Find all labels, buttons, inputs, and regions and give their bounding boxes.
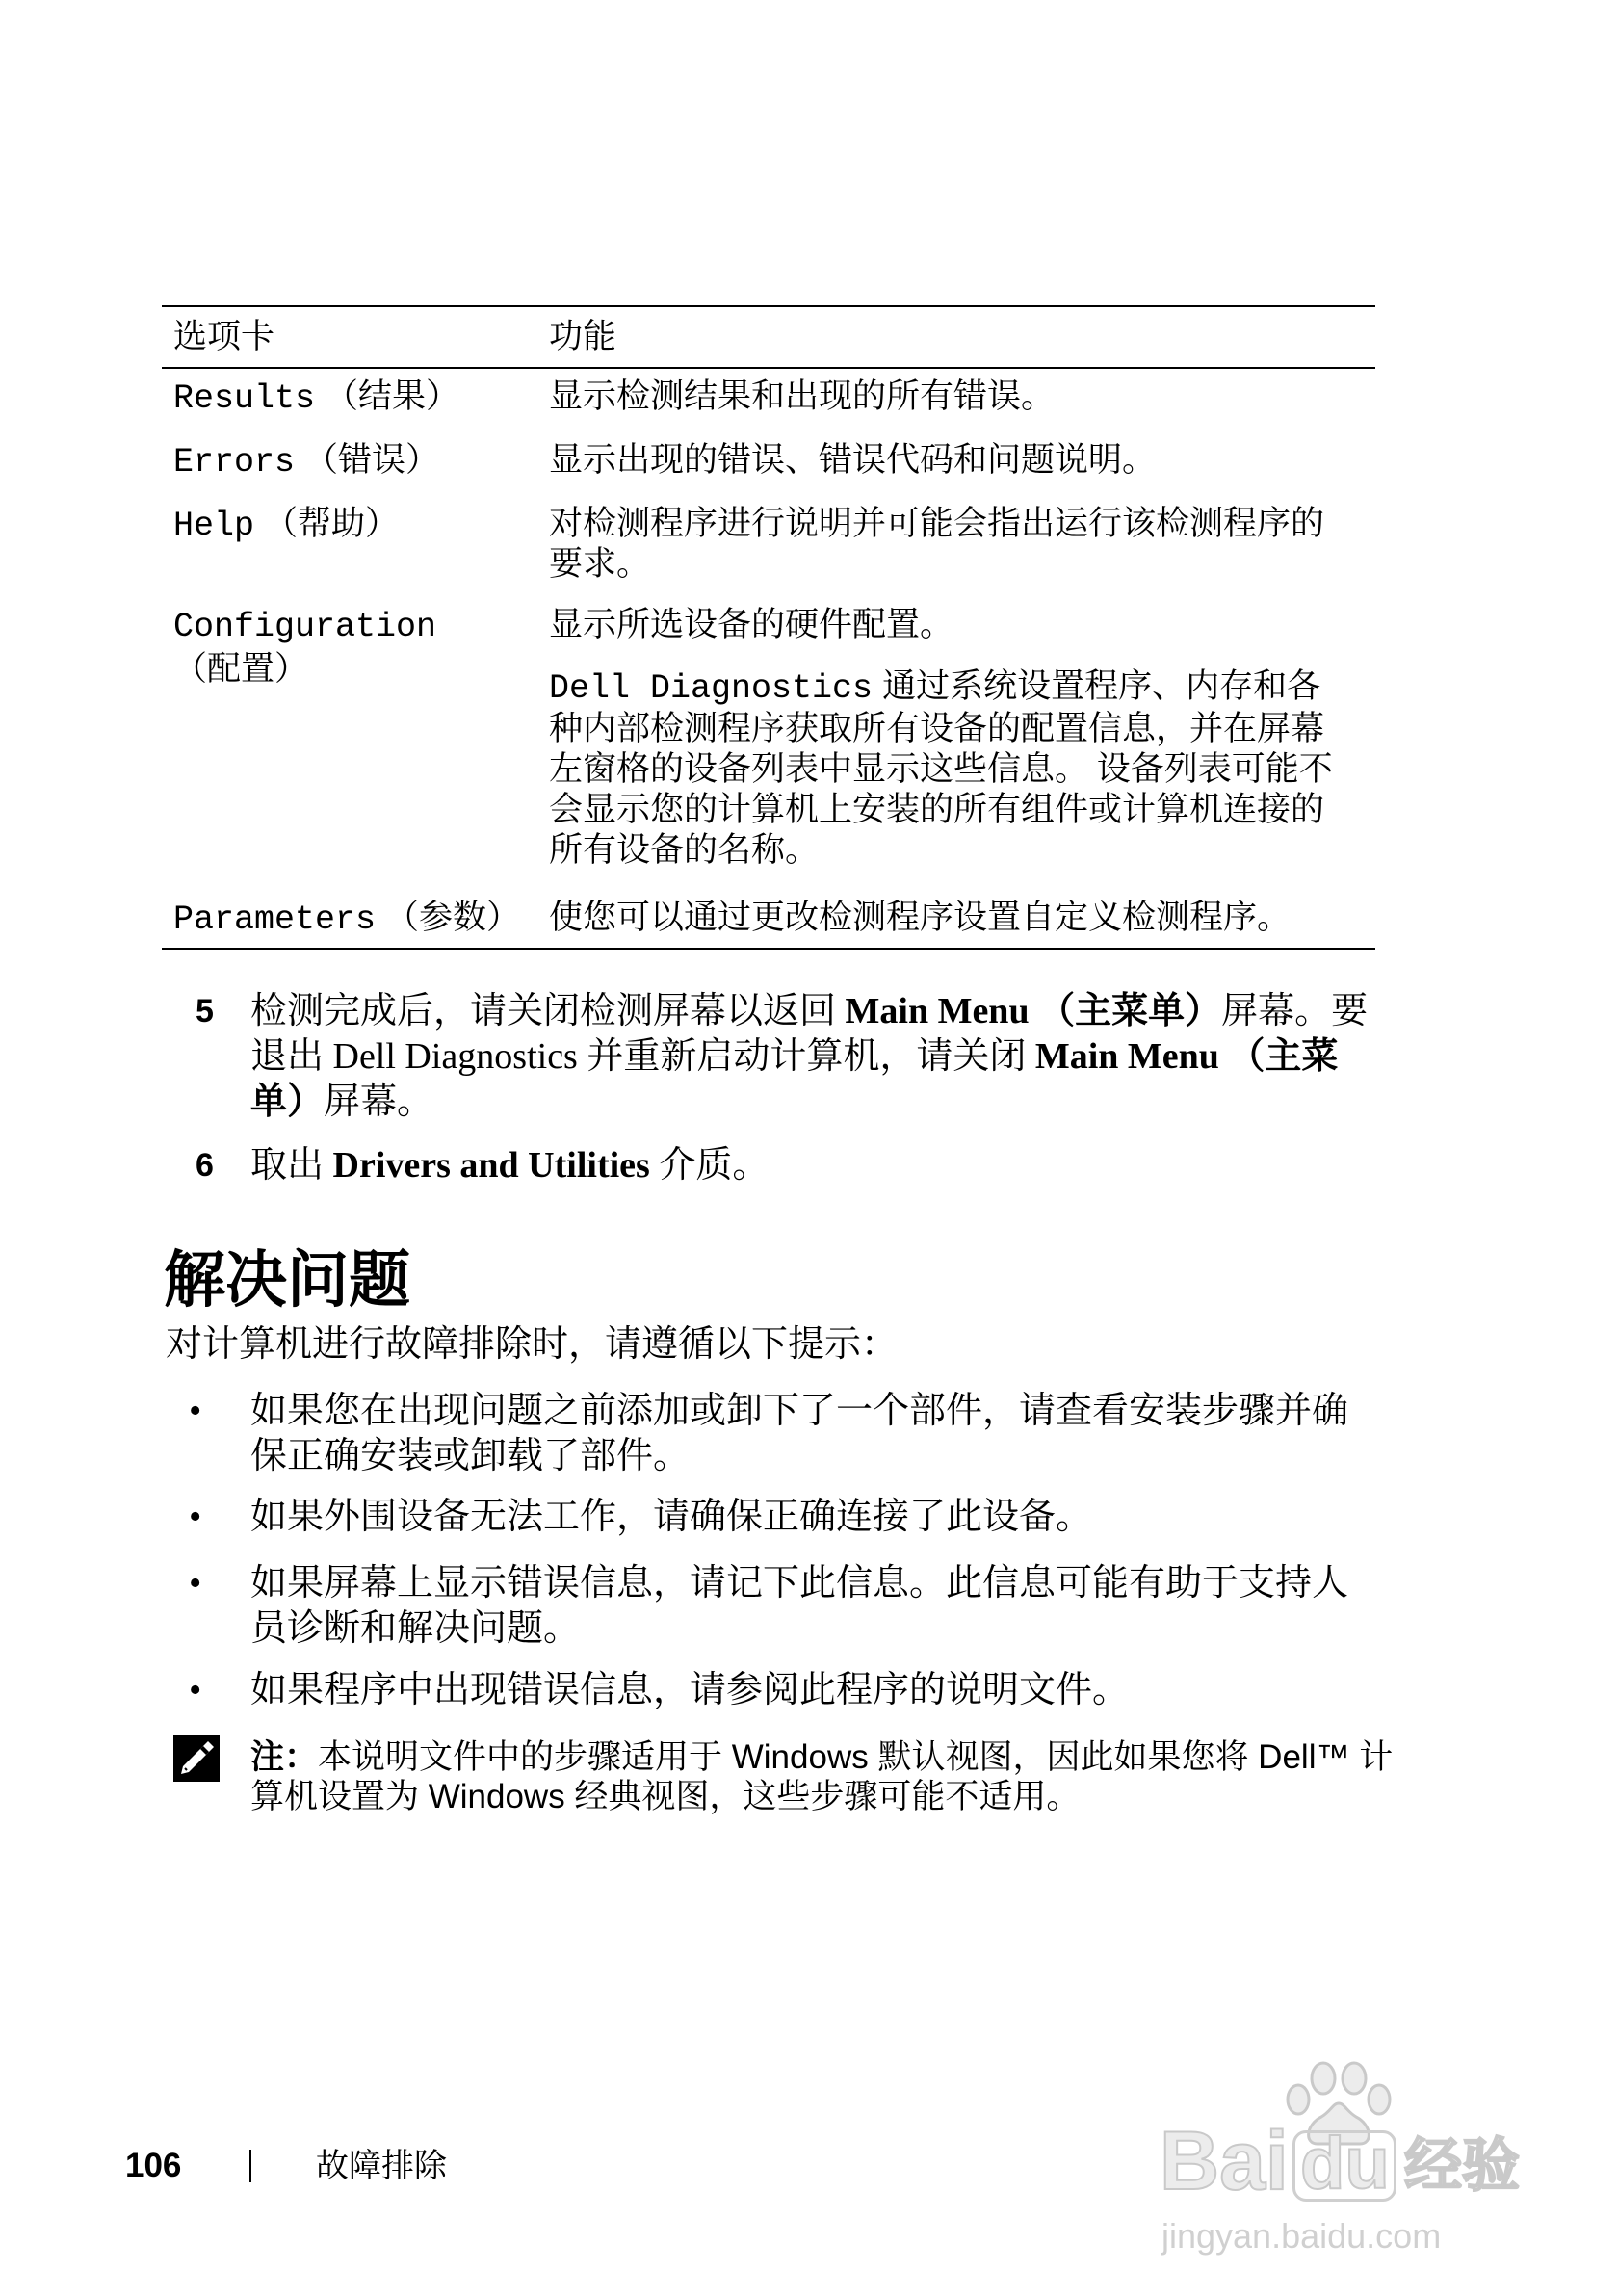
table-row-configuration-tab-cn: （配置） [173,650,309,688]
table-row-configuration-desc [549,605,953,645]
note-label: 注： [250,1738,319,1776]
bullet-item [250,1561,1348,1652]
tab-name: Parameters [173,900,377,939]
section-intro: 对计算机进行故障排除时，请遵循以下提示： [166,1324,899,1365]
step-segment-bold: Main Menu （主菜 [1034,1036,1339,1077]
step-segment: 检测完成后，请关闭检测屏幕以返回 [250,991,846,1031]
bullet-line: 如果屏幕上显示错误信息，请记下此信息。此信息可能有助于支持人 [250,1563,1349,1604]
tab-name: Configuration [173,608,437,646]
tab-name-cn: （错误） [304,441,440,479]
table-header-tab: 选项卡 [173,318,275,355]
table-header-function: 功能 [549,318,617,355]
watermark-logo-bai: Bai [1160,2115,1289,2207]
note-line: 算机设置为 Windows 经典视图，这些步骤可能不适用。 [250,1778,1081,1815]
step-line [250,989,1368,1034]
tab-name-cn: （结果） [325,378,460,415]
table-row-configuration-tab [173,605,436,647]
bullet-line: 如果您在出现问题之前添加或卸下了一个部件，请查看安装步骤并确 [250,1391,1349,1431]
watermark-logo-cn: 经验 [1404,2133,1520,2198]
tab-name: Errors [173,443,296,482]
step-segment: 退出 Dell Diagnostics 并重新启动计算机，请关闭 [250,1036,1035,1077]
chapter-title: 故障排除 [316,2148,447,2184]
table-row-help-tab [173,504,399,546]
step-segment: 屏幕。要 [1221,991,1369,1031]
note-segment: 本说明文件中的步骤适用于 Windows 默认视图，因此如果您将 Dell™ 计 [318,1738,1394,1776]
desc-line: 显示所选设备的硬件配置。 [549,606,954,643]
tab-name-cn: （参数） [385,899,521,936]
step-line [250,1034,1368,1080]
step-segment-bold: Drivers and Utilities [332,1145,650,1186]
section-title: 解决问题 [164,1245,410,1315]
table-top-rule [162,305,1375,307]
step-segment: 取出 [250,1145,333,1186]
bullet-line: 如果程序中出现错误信息，请参阅此程序的说明文件。 [250,1670,1130,1710]
bullet-item [250,1389,1348,1479]
bullet-line: 如果外围设备无法工作，请确保正确连接了此设备。 [250,1497,1093,1537]
product-name: Dell Diagnostics [549,669,874,708]
desc-line: 使您可以通过更改检测程序设置自定义检测程序。 [549,899,1292,936]
bullet-dot: • [189,1563,202,1604]
table-row-errors-desc [549,440,1156,481]
step-text [250,1143,769,1188]
tab-name: Results [173,379,316,418]
table-row-results-desc [549,377,1055,417]
step-text [250,989,1368,1125]
detail-line: 种内部检测程序获取所有设备的配置信息，并在屏幕 [549,710,1325,747]
desc-line: 显示检测结果和出现的所有错误。 [549,378,1056,415]
tab-name-cn: （帮助） [264,505,400,542]
table-row-configuration-detail [549,666,1333,871]
watermark-logo-du: du [1300,2123,1390,2205]
detail-text: 通过系统设置程序、内存和各 [882,667,1321,705]
step-line [250,1143,769,1188]
note-text [250,1737,1393,1816]
bullet-item [250,1495,1092,1540]
watermark-url: jingyan.baidu.com [1161,2216,1442,2256]
note-pencil-icon [173,1735,220,1782]
detail-line: 所有设备的名称。 [549,831,820,869]
desc-line: 显示出现的错误、错误代码和问题说明。 [549,441,1157,479]
table-row-results-tab [173,377,459,419]
detail-line: 会显示您的计算机上安装的所有组件或计算机连接的 [549,791,1325,828]
step-number: 5 [196,993,214,1030]
table-row-help-desc [549,504,1324,585]
step-segment-bold: 单） [250,1082,325,1122]
step-segment-bold: Main Menu （主菜单） [845,991,1222,1031]
detail-line [549,666,1333,709]
footer-separator [249,2150,251,2182]
detail-line: 左窗格的设备列表中显示这些信息。 设备列表可能不 [549,750,1333,788]
bullet-item [250,1668,1129,1713]
desc-line: 对检测程序进行说明并可能会指出运行该检测程序的 [549,505,1325,542]
step-segment: 屏幕。 [324,1082,434,1122]
tab-name: Help [173,507,255,545]
table-row-parameters-desc [549,898,1291,938]
step-number: 6 [196,1147,214,1184]
bullet-dot: • [189,1391,202,1431]
desc-line: 要求。 [549,545,651,583]
table-header-rule [162,367,1375,369]
table-row-parameters-tab [173,898,520,940]
note-line [250,1737,1393,1777]
bullet-dot: • [189,1497,202,1537]
table-bottom-rule [162,948,1375,950]
bullet-dot: • [189,1670,202,1710]
bullet-line: 员诊断和解决问题。 [250,1608,581,1649]
bullet-line: 保正确安装或卸载了部件。 [250,1436,691,1476]
step-segment: 介质。 [649,1145,770,1186]
table-row-errors-tab [173,440,439,483]
step-line [250,1080,1368,1125]
page-number: 106 [125,2147,182,2184]
